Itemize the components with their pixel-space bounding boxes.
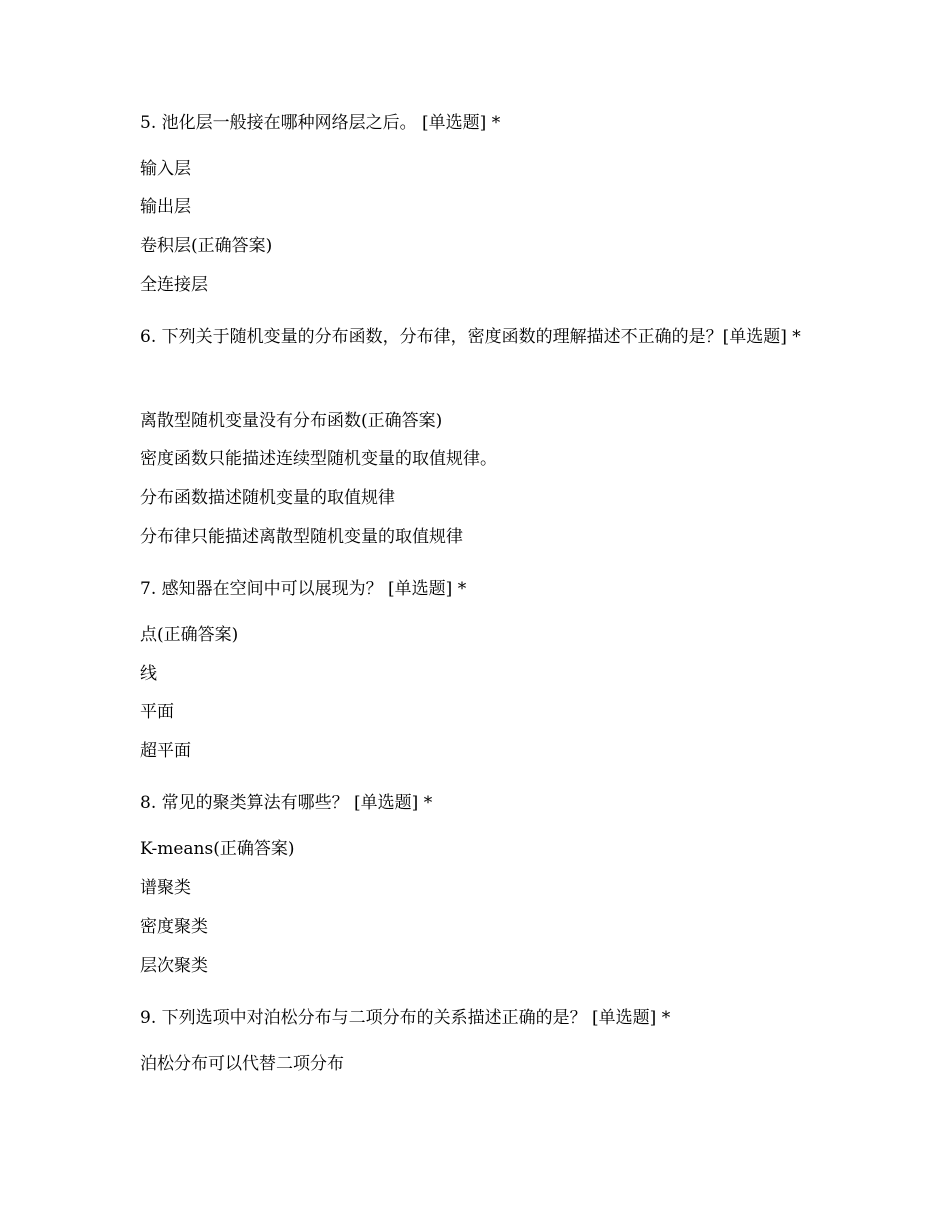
question-6-option-1: 离散型随机变量没有分布函数(正确答案): [140, 411, 443, 431]
question-8-option-3: 密度聚类: [140, 917, 208, 937]
question-6-option-3: 分布函数描述随机变量的取值规律: [140, 488, 395, 508]
question-7-option-4: 超平面: [140, 741, 191, 761]
question-6-option-4: 分布律只能描述离散型随机变量的取值规律: [140, 527, 463, 547]
question-5-option-4: 全连接层: [140, 275, 208, 295]
question-7-stem: 7. 感知器在空间中可以展现为？ [单选题] *: [140, 579, 467, 599]
question-7-option-1: 点(正确答案): [140, 625, 239, 645]
question-7-option-2: 线: [140, 664, 157, 684]
question-8-stem: 8. 常见的聚类算法有哪些？ [单选题] *: [140, 793, 433, 813]
question-5-option-2: 输出层: [140, 197, 191, 217]
question-8-option-4: 层次聚类: [140, 956, 208, 976]
question-9-option-1: 泊松分布可以代替二项分布: [140, 1054, 344, 1074]
question-5-option-3: 卷积层(正确答案): [140, 236, 273, 256]
question-5-stem: 5. 池化层一般接在哪种网络层之后。 [单选题] *: [140, 113, 501, 133]
question-8-option-2: 谱聚类: [140, 878, 191, 898]
question-8-option-1: K-means(正确答案): [140, 839, 295, 859]
question-6-option-2: 密度函数只能描述连续型随机变量的取值规律。: [140, 449, 497, 469]
question-6-stem: 6. 下列关于随机变量的分布函数，分布律，密度函数的理解描述不正确的是？[单选题] *: [140, 327, 801, 347]
question-9-stem: 9. 下列选项中对泊松分布与二项分布的关系描述正确的是？ [单选题] *: [140, 1008, 671, 1028]
question-7-option-3: 平面: [140, 702, 174, 722]
question-5-option-1: 输入层: [140, 159, 191, 179]
